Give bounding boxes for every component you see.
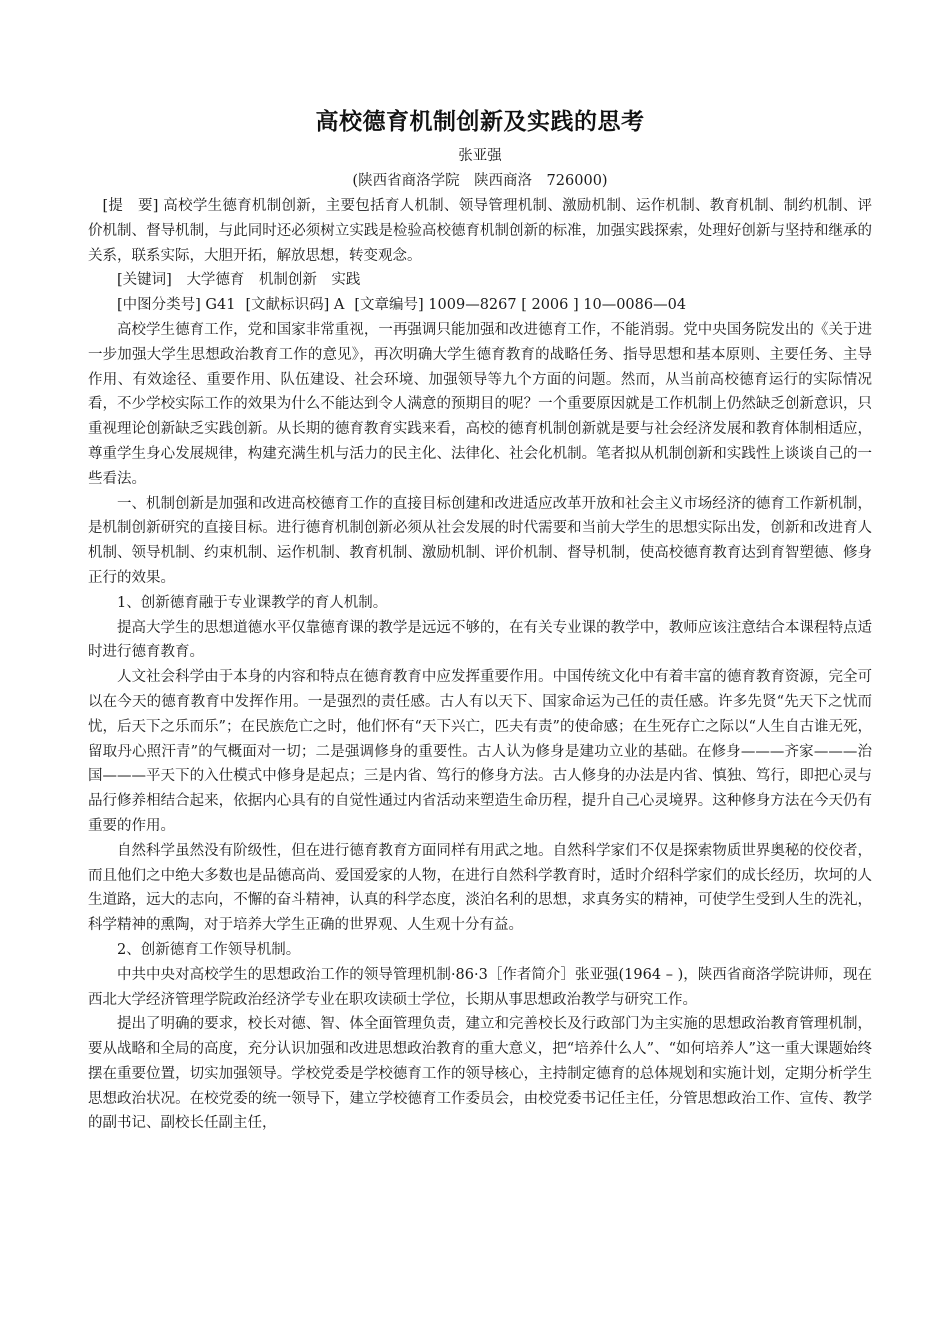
body-paragraph: 提高大学生的思想道德水平仅靠德育课的教学是远远不够的，在有关专业课的教学中，教师应该注意结合本课程特点适时进行德育教育。 bbox=[88, 619, 872, 661]
body-paragraph-intro: 高校学生德育工作，党和国家非常重视，一再强调只能加强和改进德育工作，不能消弱。党中央国务院发出的《关于进一步加强大学生思想政治教育工作的意见》，再次明确大学生德育教育的战略任务、指导思想和基本原则、主要任务、主导作用、有效途径、重要作用、队伍建设、社会环境、加强领导等九个方面的问题。然而，从当前高校德育运行的实际情况看，不少学校实际工作的效果为什么不能达到令人满意的预期目的呢？一个重要原因就是工作机制上仍然缺乏创新意识，只重视理论创新缺乏实践创新。从长期的德育教育实践来看，高校的德育机制创新就是要与社会经济发展和教育体制相适应，尊重学生身心发展规律，构建充满生机与活力的民主化、法律化、社会化机制。笔者拟从机制创新和实践性上谈谈自己的一些看法。 bbox=[88, 321, 872, 487]
body-paragraph: 提出了明确的要求，校长对德、智、体全面管理负责，建立和完善校长及行政部门为主实施的思想政治教育管理机制，要从战略和全局的高度，充分认识加强和改进思想政治教育的重大意义，把“培养什么人”、“如何培养人”这一重大课题始终摆在重要位置，切实加强领导。学校党委是学校德育工作的领导核心，主持制定德育的总体规划和实施计划，定期分析学生思想政治状况。在校党委的统一领导下，建立学校德育工作委员会，由校党委书记任主任，分管思想政治工作、宣传、教学的副书记、副校长任副主任， bbox=[88, 1016, 872, 1132]
abstract-text: 高校学生德育机制创新，主要包括育人机制、领导管理机制、激励机制、运作机制、教育机制、制约机制、评价机制、督导机制，与此同时还必须树立实践是检验高校德育机制创新的标准，加强实践探索，处理好创新与坚持和继承的关系，联系实际，大胆开拓，解放思想，转变观念。 bbox=[88, 198, 873, 264]
article bbox=[88, 100, 872, 1136]
keywords-text: 大学德育 机制创新 实践 bbox=[186, 272, 361, 289]
body-paragraph: 自然科学虽然没有阶级性，但在进行德育教育方面同样有用武之地。自然科学家们不仅是探索物质世界奥秘的佼佼者，而且他们之中绝大多数也是品德高尚、爱国爱家的人物，在进行自然科学教育时，适时介绍科学家们的成长经历，坎坷的人生道路，远大的志向，不懈的奋斗精神，认真的科学态度，淡泊名利的思想，求真务实的精神，可使学生受到人生的洗礼，科学精神的熏陶，对于培养大学生正确的世界观、人生观十分有益。 bbox=[88, 842, 872, 934]
body-paragraph-author-note: 中共中央对高校学生的思想政治工作的领导管理机制·86·3［作者简介］张亚强(1964 – )，陕西省商洛学院讲师，现在西北大学经济管理学院政治经济学专业在职攻读硕士学位，长期从事思想政治教学与研究工作。 bbox=[88, 966, 872, 1008]
subheading-2: 2、创新德育工作领导机制。 bbox=[117, 941, 301, 958]
subheading-1: 1、创新德育融于专业课教学的育人机制。 bbox=[117, 594, 388, 611]
article-number: [文章编号] 1009—8267 [ 2006 ] 10—0086—04 bbox=[354, 297, 687, 314]
author-affiliation: (陕西省商洛学院 陕西商洛 726000) bbox=[352, 173, 608, 189]
article-title: 高校德育机制创新及实践的思考 bbox=[315, 109, 645, 135]
keywords-label: [关键词] bbox=[117, 272, 172, 289]
body-paragraph: 人文社会科学由于本身的内容和特点在德育教育中应发挥重要作用。中国传统文化中有着丰富的德育教育资源，完全可以在今天的德育教育中发挥作用。一是强烈的责任感。古人有以天下、国家命运为己任的责任感。许多先贤“先天下之忧而忧，后天下之乐而乐”；在民族危亡之时，他们怀有“天下兴亡，匹夫有责”的使命感；在生死存亡之际以“人生自古谁无死，留取丹心照汗青”的气概面对一切；二是强调修身的重要性。古人认为修身是建功立业的基础。在修身———齐家———治国———平天下的入仕模式中修身是起点；三是内省、笃行的修身方法。古人修身的办法是内省、慎独、笃行，即把心灵与品行修养相结合起来，依据内心具有的自觉性通过内省活动来塑造生命历程，提升自己心灵境界。这种修身方法在今天仍有重要的作用。 bbox=[88, 669, 872, 834]
clc-number: [中图分类号] G41 bbox=[117, 297, 236, 314]
body-paragraph-section-1: 一、机制创新是加强和改进高校德育工作的直接目标创建和改进适应改革开放和社会主义市场经济的德育工作新机制，是机制创新研究的直接目标。进行德育机制创新必须从社会发展的时代需要和当前大学生的思想实际出发，创新和改进育人机制、领导机制、约束机制、运作机制、教育机制、激励机制、评价机制、督导机制，使高校德育教育达到育智塑德、修身正行的效果。 bbox=[88, 495, 872, 586]
author-name: 张亚强 bbox=[458, 148, 502, 164]
abstract bbox=[88, 194, 872, 268]
abstract-label: [提 要] bbox=[102, 198, 159, 214]
document-code: [文献标识码] A bbox=[245, 297, 345, 314]
keywords bbox=[88, 268, 872, 293]
classification-line bbox=[88, 293, 872, 318]
